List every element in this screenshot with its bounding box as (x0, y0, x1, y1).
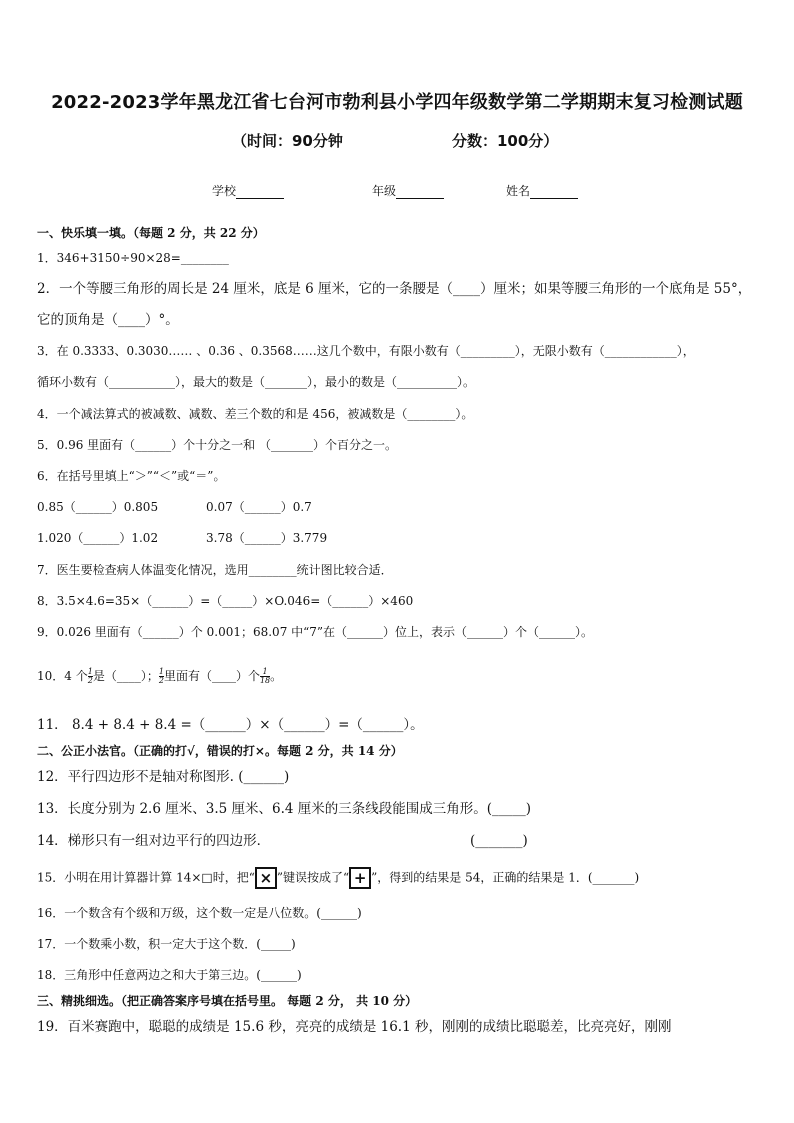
question-18: 18．三角形中任意两边之和大于第三边。(______) (37, 968, 302, 982)
question-19: 19．百米赛跑中，聪聪的成绩是 15.6 秒，亮亮的成绩是 16.1 秒，刚刚的成绩比聪聪差，比亮亮好，刚刚 (37, 1019, 672, 1035)
fraction-one-half-2: $\frac{1}{2}$ (158, 667, 164, 685)
question-14: 14．梯形只有一组对边平行的四边形． (37, 833, 271, 849)
exam-time: （时间：90分钟 (232, 132, 343, 150)
question-8: 8．3.5×4.6=35×（______）=（_____）×O.046=（______）×460 (37, 594, 414, 608)
fraction-one-half: $\frac{1}{2}$ (87, 667, 93, 685)
question-11: 11． 8.4 + 8.4 + 8.4 =（______）×（______）=（______）。 (37, 717, 424, 733)
question-15: 15．小明在用计算器计算 14×□时，把“ × ”键误按成了“ + ”，得到的结果是 54，正确的结果是 1．(_______) (37, 869, 640, 887)
multiply-key-icon: × (255, 867, 277, 889)
school-field: 学校 (212, 182, 284, 199)
question-16: 16．一个数含有个级和万级，这个数一定是八位数。(______) (37, 906, 362, 920)
question-12: 12．平行四边形不是轴对称图形. (______) (37, 769, 290, 785)
question-7: 7．医生要检查病人体温变化情况，选用________统计图比较合适． (37, 563, 393, 577)
question-13: 13．长度分别为 2.6 厘米、3.5 厘米、6.4 厘米的三条线段能围成三角形。(_____) (37, 801, 532, 817)
page-title: 2022-2023学年黑龙江省七台河市勃利县小学四年级数学第二学期期末复习检测试题 (51, 92, 743, 113)
question-17: 17．一个数乘小数，积一定大于这个数．(_____) (37, 937, 296, 951)
grade-blank[interactable] (396, 186, 444, 199)
grade-field: 年级 (372, 182, 444, 199)
question-6-item-4: 3.78（______）3.779 (206, 531, 328, 545)
question-9: 9．0.026 里面有（______）个 0.001；68.07 中“7”在（______）位上，表示（______）个（______）。 (37, 625, 594, 639)
question-14-answer: (_______) (470, 833, 528, 849)
section-3-heading: 三、精挑细选。（把正确答案序号填在括号里。 每题 2 分， 共 10 分） (37, 994, 418, 1008)
question-1: 1．346+3150÷90×28=________ (37, 251, 229, 265)
exam-score: 分数：100分） (452, 132, 559, 150)
question-5: 5．0.96 里面有（______）个十分之一和 （_______）个百分之一。 (37, 438, 397, 452)
section-2-heading: 二、公正小法官。（正确的打√，错误的打×。每题 2 分，共 14 分） (37, 744, 403, 758)
plus-key-icon: + (349, 867, 371, 889)
fraction-one-eighteenth: $\frac{1}{18}$ (259, 667, 271, 685)
question-6-item-2: 0.07（______）0.7 (206, 500, 312, 514)
school-blank[interactable] (236, 186, 284, 199)
question-3-line-1: 3．在 0.3333、0.3030…… 、0.36 、0.3568……这几个数中，有限小数有（_________），无限小数有（____________）， (37, 344, 695, 358)
question-4: 4．一个减法算式的被减数、减数、差三个数的和是 456，被减数是（________）。 (37, 407, 474, 421)
question-6: 6．在括号里填上“＞”“＜”或“＝”。 (37, 469, 226, 483)
question-6-item-3: 1.020（______）1.02 (37, 531, 159, 545)
question-10: 10．4 个 $\frac{1}{2}$ 是（____）； $\frac{1}{2}$ 里面有（____）个 $\frac{1}{18}$ 。 (37, 667, 283, 685)
question-2-line-2: 它的顶角是（____）°。 (37, 312, 179, 328)
question-3-line-2: 循环小数有（___________），最大的数是（_______），最小的数是（__________）。 (37, 375, 476, 389)
name-blank[interactable] (530, 186, 578, 199)
question-6-item-1: 0.85（______）0.805 (37, 500, 159, 514)
section-1-heading: 一、快乐填一填。（每题 2 分，共 22 分） (37, 226, 265, 240)
question-2-line-1: 2．一个等腰三角形的周长是 24 厘米，底是 6 厘米，它的一条腰是（____）厘米；如果等腰三角形的一个底角是 55°， (37, 281, 752, 297)
name-field: 姓名 (506, 182, 578, 199)
